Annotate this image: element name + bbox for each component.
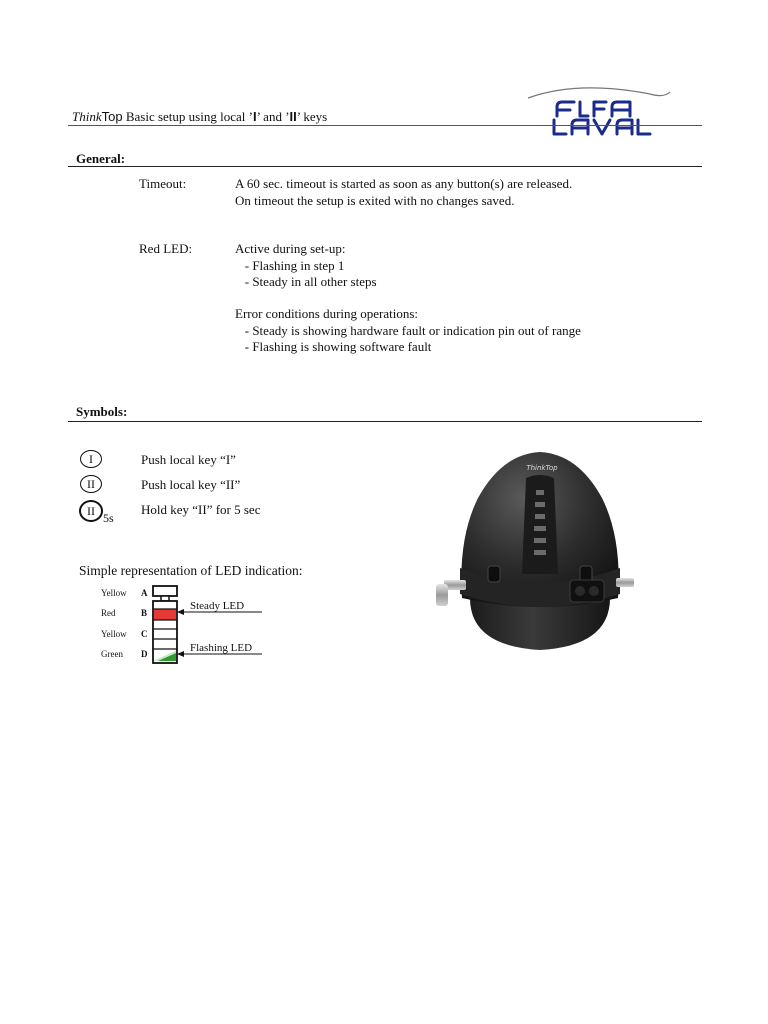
document-title	[72, 109, 327, 125]
key-two-symbol: II	[80, 475, 102, 493]
thinktop-device-image	[430, 448, 650, 660]
title-part-3: ’ keys	[296, 109, 328, 124]
led-color-d: Green	[101, 649, 123, 659]
led-caption: Simple representation of LED indication:	[79, 563, 303, 578]
hold-key-symbol: II	[79, 500, 103, 522]
header-rule	[68, 125, 702, 126]
steady-led-label: Steady LED	[190, 600, 245, 612]
hold-duration-suffix: 5s	[103, 511, 114, 525]
title-key-one: I	[252, 109, 257, 124]
led-segment-a	[153, 586, 177, 596]
symbols-heading: Symbols:	[76, 404, 128, 419]
led-letter-b: B	[141, 608, 148, 618]
title-top: Top	[101, 109, 123, 124]
title-think: Think	[72, 109, 102, 124]
title-part-1: Basic setup using local ’	[122, 109, 253, 124]
timeout-text: A 60 sec. timeout is started as soon as any button(s) are released. On timeout the setup is exited with no changes saved.	[235, 176, 573, 208]
led-letter-a: A	[141, 588, 148, 598]
led-color-c: Yellow	[101, 629, 127, 639]
led-letter-d: D	[141, 649, 148, 659]
general-rule	[68, 166, 702, 167]
led-color-b: Red	[101, 608, 116, 618]
flashing-led-label: Flashing LED	[190, 642, 253, 654]
device-brand-label: ThinkTop	[526, 464, 558, 472]
general-heading: General:	[76, 151, 126, 166]
led-color-a: Yellow	[101, 588, 127, 598]
title-part-2: ’ and ’	[256, 109, 290, 124]
led-segment-b	[154, 609, 176, 620]
alfa-laval-logo	[522, 80, 672, 140]
led-letter-c: C	[141, 629, 148, 639]
redled-text-setup: Active during set-up: - Flashing in step 1 - Steady in all other steps	[235, 241, 377, 289]
redled-text-errors: Error conditions during operations: - Steady is showing hardware fault or indication pin out of range - Flashing is showing software fault	[235, 306, 581, 354]
symbol-text-3: Hold key “II” for 5 sec	[141, 502, 261, 517]
key-one-symbol: I	[80, 450, 102, 468]
symbol-text-2: Push local key “II”	[141, 477, 241, 492]
timeout-label: Timeout:	[139, 176, 187, 191]
symbol-text-1: Push local key “I”	[141, 452, 236, 467]
symbols-rule	[68, 421, 702, 422]
title-key-two: II	[289, 109, 297, 124]
redled-label: Red LED:	[139, 241, 193, 256]
